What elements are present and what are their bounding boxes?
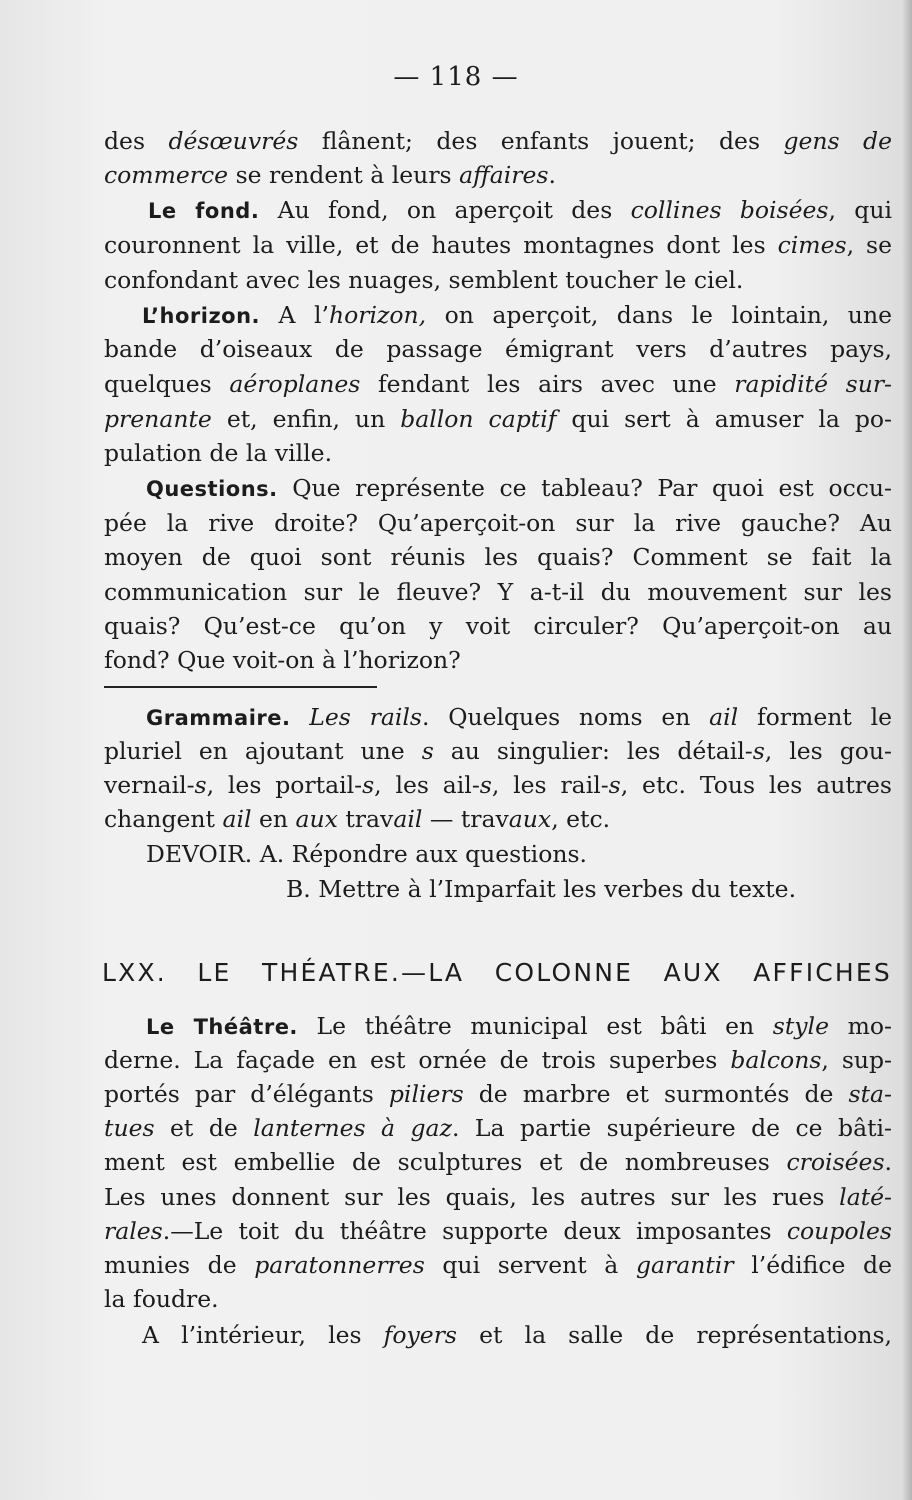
- chapter-heading: LXX. LE THÉATRE.—LA COLONNE AUX AFFICHES: [102, 958, 892, 987]
- text-line: A l’intérieur, les foyers et la salle de représentations,: [142, 1321, 893, 1349]
- section-label-grammaire: Grammaire.: [146, 706, 291, 730]
- text-line: quais? Qu’est-ce qu’on y voit circuler? Qu’aperçoit-on au: [104, 612, 892, 640]
- section-label-fond: Le fond.: [148, 199, 260, 223]
- text-line: Le fond. Au fond, on aperçoit des collines boisées, qui: [148, 196, 892, 224]
- section-label-horizon: L’horizon.: [142, 304, 261, 328]
- text-line: pluriel en ajoutant une s au singulier: les détail-s, les gou-: [104, 737, 892, 765]
- text-line: pulation de la ville.: [104, 439, 333, 467]
- devoir-line: B. Mettre à l’Imparfait les verbes du texte.: [286, 875, 797, 903]
- text-line: rales.—Le toit du théâtre supporte deux imposantes coupoles: [104, 1217, 892, 1245]
- text-line: la foudre.: [104, 1285, 219, 1313]
- text-line: commerce se rendent à leurs affaires.: [104, 161, 556, 189]
- text-line: munies de paratonnerres qui servent à garantir l’édifice de: [104, 1251, 892, 1279]
- page-edge-shadow: [902, 0, 912, 1500]
- text-line: fond? Que voit-on à l’horizon?: [104, 646, 461, 674]
- text-line: couronnent la ville, et de hautes montagnes dont les cimes, se: [104, 231, 892, 259]
- text-line: portés par d’élégants piliers de marbre et surmontés de sta-: [104, 1080, 892, 1108]
- text-line: derne. La façade en est ornée de trois superbes balcons, sup-: [104, 1046, 892, 1074]
- text-line: moyen de quoi sont réunis les quais? Comment se fait la: [104, 543, 892, 571]
- text-line: bande d’oiseaux de passage émigrant vers d’autres pays,: [104, 335, 892, 363]
- text-line: Les unes donnent sur les quais, les autres sur les rues laté-: [104, 1183, 892, 1211]
- devoir-line: DEVOIR. A. Répondre aux questions.: [146, 840, 588, 868]
- section-label-questions: Questions.: [146, 477, 278, 501]
- text-line: Questions. Que représente ce tableau? Par quoi est occu-: [146, 474, 892, 502]
- section-divider: [104, 686, 377, 688]
- text-line: confondant avec les nuages, semblent toucher le ciel.: [104, 266, 744, 294]
- text-line: pée la rive droite? Qu’aperçoit-on sur la rive gauche? Au: [104, 509, 892, 537]
- text-line: ment est embellie de sculptures et de nombreuses croisées.: [104, 1148, 892, 1176]
- section-label-theatre: Le Théâtre.: [146, 1015, 298, 1039]
- text-line: communication sur le fleuve? Y a-t-il du mouvement sur les: [104, 578, 892, 606]
- text-line: Le Théâtre. Le théâtre municipal est bâti en style mo-: [146, 1012, 892, 1040]
- page-number: — 118 —: [393, 62, 519, 92]
- text-line: prenante et, enfin, un ballon captif qui sert à amuser la po-: [104, 405, 892, 433]
- text-line: L’horizon. A l’horizon, on aperçoit, dans le lointain, une: [142, 301, 892, 329]
- text-line: des désœuvrés flânent; des enfants jouent; des gens de: [104, 127, 892, 155]
- text-line: changent ail en aux travail — travaux, etc.: [104, 805, 611, 833]
- text-line: Grammaire. Les rails. Quelques noms en ail forment le: [146, 703, 892, 731]
- text-line: tues et de lanternes à gaz. La partie supérieure de ce bâti-: [104, 1114, 892, 1142]
- text-line: quelques aéroplanes fendant les airs avec une rapidité sur-: [104, 370, 892, 398]
- text-line: vernail-s, les portail-s, les ail-s, les rail-s, etc. Tous les autres: [104, 771, 892, 799]
